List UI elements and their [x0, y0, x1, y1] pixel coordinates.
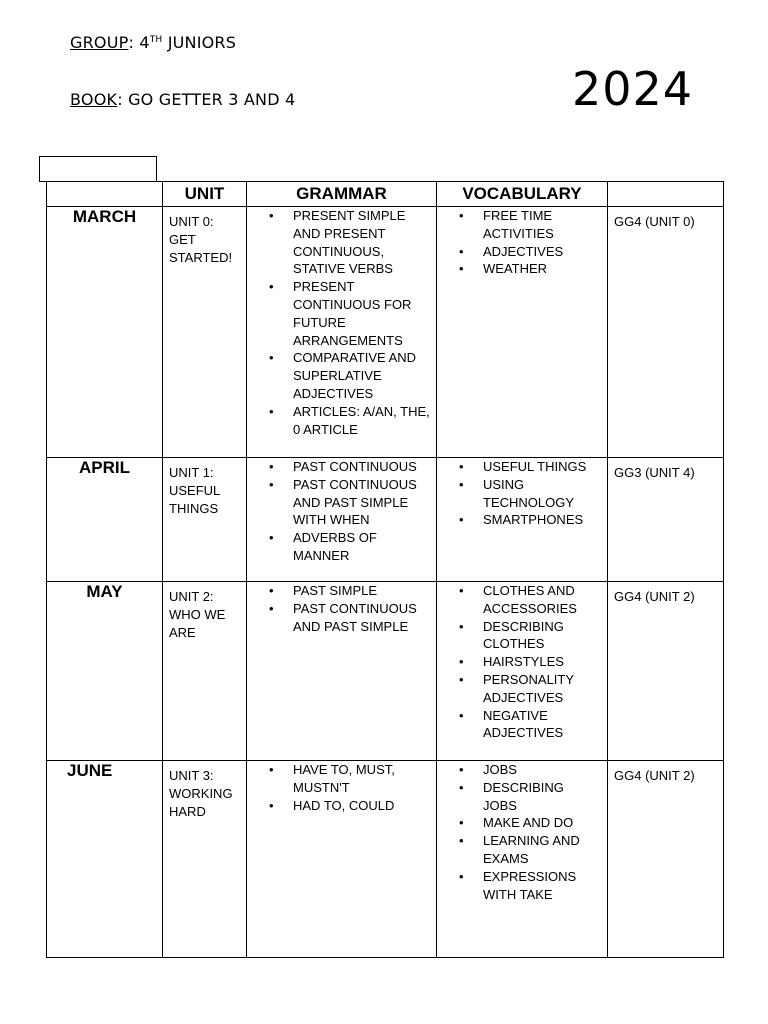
- book-ref: GG4 (UNIT 2): [614, 589, 695, 604]
- vocabulary-item: • JOBS: [437, 761, 601, 779]
- unit-cell: [163, 582, 247, 761]
- vocabulary-cell: [437, 582, 608, 761]
- book-value: : GO GETTER 3 AND 4: [117, 90, 296, 109]
- grammar-item: • PRESENT CONTINUOUS FOR FUTURE ARRANGEMENTS: [247, 278, 430, 349]
- book-cell: [608, 761, 724, 958]
- group-line: [70, 33, 236, 52]
- grammar-item: • HAD TO, COULD: [247, 797, 430, 815]
- grammar-item: • ARTICLES: A/AN, THE, 0 ARTICLE: [247, 403, 430, 439]
- grammar-item: • PAST CONTINUOUS AND PAST SIMPLE: [247, 600, 430, 636]
- book-cell: [608, 458, 724, 582]
- group-label: GROUP: [70, 33, 129, 52]
- table-row: [47, 458, 724, 582]
- grammar-cell: [247, 761, 437, 958]
- book-label: BOOK: [70, 90, 118, 109]
- table-row: [47, 761, 724, 958]
- vocabulary-list: [437, 582, 607, 742]
- table-row: [47, 582, 724, 761]
- month-cell: JUNE: [47, 761, 163, 958]
- group-value-post: JUNIORS: [162, 33, 237, 52]
- month-cell: MAY: [47, 582, 163, 761]
- vocabulary-list: [437, 458, 607, 529]
- grammar-item: • PAST SIMPLE: [247, 582, 430, 600]
- header-unit: UNIT: [163, 182, 247, 207]
- grammar-item: • HAVE TO, MUST, MUSTN'T: [247, 761, 430, 797]
- header-month: [47, 182, 163, 207]
- vocabulary-item: • DESCRIBING JOBS: [437, 779, 601, 815]
- book-cell: [608, 207, 724, 458]
- vocabulary-item: • LEARNING AND EXAMS: [437, 832, 601, 868]
- unit-cell: [163, 761, 247, 958]
- header-book: [608, 182, 724, 207]
- unit-text: UNIT 3: WORKING HARD: [169, 768, 233, 819]
- grammar-list: [247, 582, 436, 635]
- year-heading: 2024: [572, 62, 694, 116]
- grammar-item: • PAST CONTINUOUS AND PAST SIMPLE WITH WHEN: [247, 476, 430, 529]
- vocabulary-item: • EXPRESSIONS WITH TAKE: [437, 868, 601, 904]
- vocabulary-item: • PERSONALITY ADJECTIVES: [437, 671, 601, 707]
- grammar-list: [247, 207, 436, 438]
- table-header-row: [47, 182, 724, 207]
- vocabulary-item: • NEGATIVE ADJECTIVES: [437, 707, 601, 743]
- vocabulary-item: • USING TECHNOLOGY: [437, 476, 601, 512]
- vocabulary-item: • MAKE AND DO: [437, 814, 601, 832]
- book-ref: GG4 (UNIT 2): [614, 768, 695, 783]
- book-line: [70, 90, 295, 109]
- syllabus-table: [46, 181, 724, 958]
- vocabulary-item: • DESCRIBING CLOTHES: [437, 618, 601, 654]
- vocabulary-cell: [437, 207, 608, 458]
- book-ref: GG3 (UNIT 4): [614, 465, 695, 480]
- vocabulary-item: • ADJECTIVES: [437, 243, 601, 261]
- unit-text: UNIT 2: WHO WE ARE: [169, 589, 226, 640]
- unit-text: UNIT 1: USEFUL THINGS: [169, 465, 220, 516]
- vocabulary-item: • SMARTPHONES: [437, 511, 601, 529]
- unit-cell: [163, 458, 247, 582]
- header-vocabulary: VOCABULARY: [437, 182, 608, 207]
- vocabulary-list: [437, 761, 607, 903]
- vocabulary-item: • WEATHER: [437, 260, 601, 278]
- vocabulary-item: • HAIRSTYLES: [437, 653, 601, 671]
- grammar-item: • PRESENT SIMPLE AND PRESENT CONTINUOUS, STATIVE VERBS: [247, 207, 430, 278]
- grammar-item: • ADVERBS OF MANNER: [247, 529, 430, 565]
- unit-cell: [163, 207, 247, 458]
- vocabulary-item: • CLOTHES AND ACCESSORIES: [437, 582, 601, 618]
- grammar-list: [247, 458, 436, 565]
- book-ref: GG4 (UNIT 0): [614, 214, 695, 229]
- vocabulary-cell: [437, 458, 608, 582]
- grammar-item: • PAST CONTINUOUS: [247, 458, 430, 476]
- empty-box: [39, 156, 157, 182]
- grammar-list: [247, 761, 436, 814]
- vocabulary-item: • USEFUL THINGS: [437, 458, 601, 476]
- group-superscript: TH: [149, 35, 163, 45]
- vocabulary-cell: [437, 761, 608, 958]
- book-cell: [608, 582, 724, 761]
- vocabulary-item: • FREE TIME ACTIVITIES: [437, 207, 601, 243]
- unit-text: UNIT 0: GET STARTED!: [169, 214, 233, 265]
- vocabulary-list: [437, 207, 607, 278]
- month-cell: APRIL: [47, 458, 163, 582]
- month-cell: MARCH: [47, 207, 163, 458]
- grammar-item: • COMPARATIVE AND SUPERLATIVE ADJECTIVES: [247, 349, 430, 402]
- grammar-cell: [247, 458, 437, 582]
- grammar-cell: [247, 207, 437, 458]
- group-value-pre: : 4: [128, 33, 150, 52]
- header-grammar: GRAMMAR: [247, 182, 437, 207]
- grammar-cell: [247, 582, 437, 761]
- table-row: [47, 207, 724, 458]
